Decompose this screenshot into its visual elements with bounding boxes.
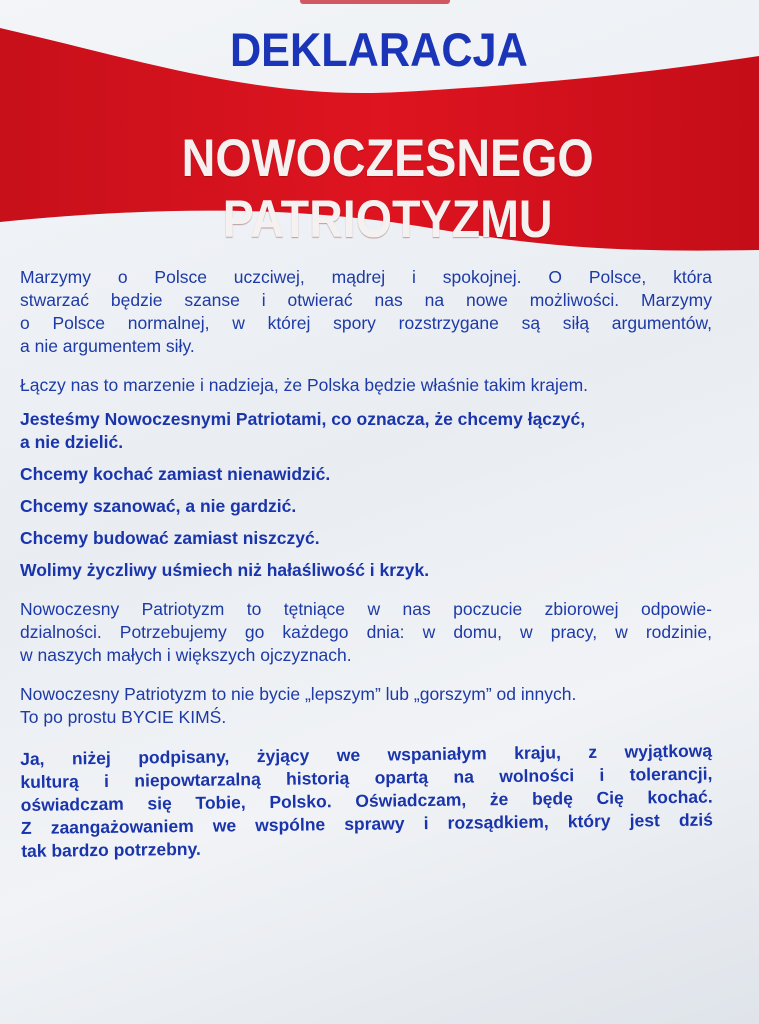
text-line: Z zaangażowaniem we wspólne sprawy i rozsądkiem, który jest dziś xyxy=(20,809,714,838)
text-line: Chcemy szanować, a nie gardzić. xyxy=(20,496,297,516)
text-line: Chcemy kochać zamiast nienawidzić. xyxy=(20,464,331,484)
text-line: Jesteśmy Nowoczesnymi Patriotami, co oznacza, że chcemy łączyć, xyxy=(20,409,586,429)
title-line-1: DEKLARACJA xyxy=(229,23,528,76)
text-line: a nie argumentem siły. xyxy=(20,336,195,356)
title-line-2: NOWOCZESNEGO PATRIOTYZMU xyxy=(181,129,594,249)
paragraph-being-someone xyxy=(20,683,712,729)
text-line: Łączy nas to marzenie i nadzieja, że Polska będzie właśnie takim krajem. xyxy=(20,375,589,395)
text-line: Marzymy o Polsce uczciwej, mądrej i spokojnej. O Polsce, która xyxy=(20,267,712,287)
text-line: oświadczam się Tobie, Polsko. Oświadczam, że będę Cię kochać. xyxy=(20,786,713,815)
text-line: Nowoczesny Patriotyzm to tętniące w nas poczucie zbiorowej odpowie- xyxy=(20,599,712,619)
bold-statements xyxy=(20,408,712,582)
statement-build xyxy=(20,527,712,550)
statement-smile xyxy=(20,559,712,582)
text-line: tak bardzo potrzebny. xyxy=(21,838,201,861)
text-line: w naszych małych i większych ojczyznach. xyxy=(20,645,352,665)
paragraph-oath xyxy=(20,740,713,863)
statement-love xyxy=(20,463,712,486)
text-line: o Polsce normalnej, w której spory rozstrzygane są siłą argumentów, xyxy=(20,313,712,333)
text-line: Wolimy życzliwy uśmiech niż hałaśliwość i krzyk. xyxy=(20,560,430,580)
text-line: stwarzać będzie szanse i otwierać nas na nowe możliwości. Marzymy xyxy=(20,290,712,310)
text-line: To po prostu BYCIE KIMŚ. xyxy=(20,707,227,727)
text-line: kulturą i niepowtarzalną historią opartą na wolności i tolerancji, xyxy=(20,763,713,792)
text-line: a nie dzielić. xyxy=(20,432,124,452)
paragraph-unity xyxy=(20,374,712,397)
text-line: Chcemy budować zamiast niszczyć. xyxy=(20,528,320,548)
text-line: dzialności. Potrzebujemy go każdego dnia: w domu, w pracy, w rodzinie, xyxy=(20,622,712,642)
paragraph-dream xyxy=(20,266,712,358)
statement-respect xyxy=(20,495,712,518)
paragraph-responsibility xyxy=(20,598,712,667)
text-line: Nowoczesny Patriotyzm to nie bycie „lepszym” lub „gorszym” od innych. xyxy=(20,684,577,704)
statement-modern-patriots xyxy=(20,408,712,454)
declaration-body xyxy=(20,266,712,881)
text-line: Ja, niżej podpisany, żyjący we wspaniałym kraju, z wyjątkową xyxy=(20,740,713,769)
